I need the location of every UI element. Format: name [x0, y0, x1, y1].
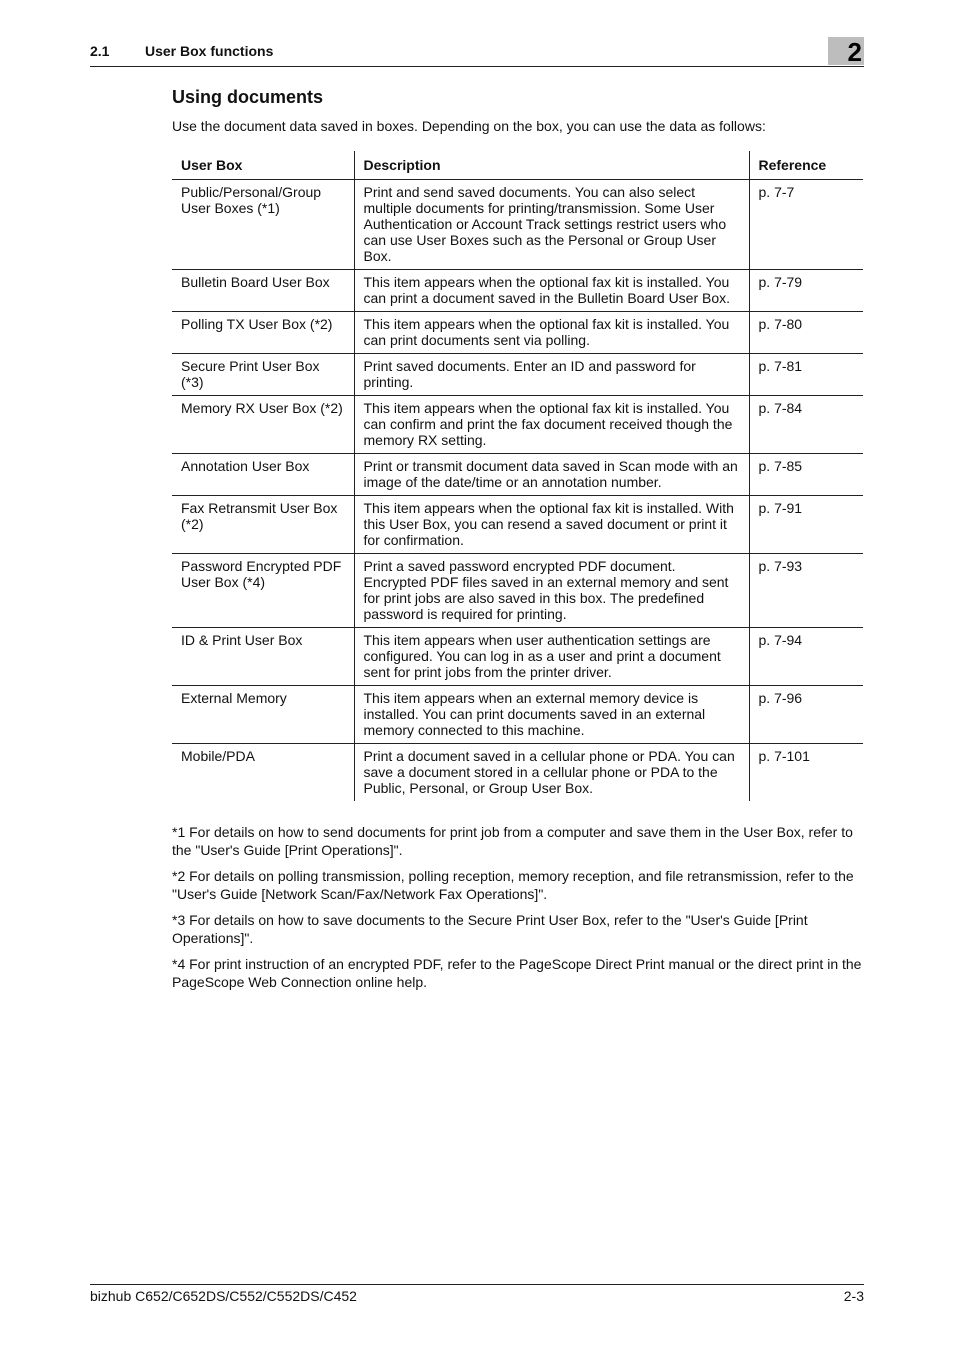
- page-title: Using documents: [172, 87, 324, 107]
- table-header-row: [172, 151, 863, 180]
- table-row: [172, 454, 863, 496]
- section-title: User Box functions: [145, 43, 274, 59]
- reference-cell: p. 7-91: [749, 496, 863, 554]
- table-row: [172, 354, 863, 396]
- column-header-user-box: User Box: [172, 151, 354, 180]
- reference-cell: p. 7-84: [749, 396, 863, 454]
- page-footer: [90, 1284, 864, 1307]
- reference-cell: p. 7-81: [749, 354, 863, 396]
- description-cell: This item appears when user authentication settings are configured. You can log in as a user and print a document sent for print jobs from the printer driver.: [354, 628, 749, 686]
- user-box-cell: Public/Personal/Group User Boxes (*1): [172, 180, 354, 270]
- user-box-cell: Bulletin Board User Box: [172, 270, 354, 312]
- table-row: [172, 744, 863, 802]
- table-row: [172, 312, 863, 354]
- reference-cell: p. 7-7: [749, 180, 863, 270]
- footnotes: [172, 823, 864, 991]
- footer-model: bizhub C652/C652DS/C552/C552DS/C452: [90, 1288, 357, 1304]
- chapter-number: 2: [847, 37, 862, 67]
- description-cell: This item appears when the optional fax kit is installed. With this User Box, you can resend a saved document or print it for confirmation.: [354, 496, 749, 554]
- description-cell: Print or transmit document data saved in Scan mode with an image of the date/time or an annotation number.: [354, 454, 749, 496]
- user-box-cell: Polling TX User Box (*2): [172, 312, 354, 354]
- user-box-cell: ID & Print User Box: [172, 628, 354, 686]
- description-cell: This item appears when the optional fax kit is installed. You can confirm and print the fax document received though the memory RX setting.: [354, 396, 749, 454]
- table-row: [172, 396, 863, 454]
- footer-page-number: 2-3: [843, 1288, 864, 1304]
- user-box-cell: Secure Print User Box (*3): [172, 354, 354, 396]
- column-header-description: Description: [354, 151, 749, 180]
- description-cell: This item appears when the optional fax kit is installed. You can print documents sent via polling.: [354, 312, 749, 354]
- table-row: [172, 180, 863, 270]
- table-row: [172, 496, 863, 554]
- footnote-2: *2 For details on polling transmission, polling reception, memory reception, and file retransmission, refer to the "User's Guide [Network Scan/Fax/Network Fax Operations]".: [172, 868, 854, 902]
- intro-text: Use the document data saved in boxes. Depending on the box, you can use the data as follows:: [172, 118, 766, 134]
- user-box-cell: Memory RX User Box (*2): [172, 396, 354, 454]
- reference-cell: p. 7-79: [749, 270, 863, 312]
- footnote-1: *1 For details on how to send documents for print job from a computer and save them in the User Box, refer to the "User's Guide [Print Operations]".: [172, 824, 853, 858]
- description-cell: Print and send saved documents. You can also select multiple documents for printing/transmission. Some User Authentication or Account Track settings restrict users who can use User Boxes such as the Personal or Group User Box.: [354, 180, 749, 270]
- main-content: [172, 86, 864, 999]
- user-box-cell: Password Encrypted PDF User Box (*4): [172, 554, 354, 628]
- user-box-cell: Annotation User Box: [172, 454, 354, 496]
- footnote-3: *3 For details on how to save documents to the Secure Print User Box, refer to the "User's Guide [Print Operations]".: [172, 912, 808, 946]
- table-row: [172, 554, 863, 628]
- description-cell: Print saved documents. Enter an ID and password for printing.: [354, 354, 749, 396]
- reference-cell: p. 7-80: [749, 312, 863, 354]
- page-header: [90, 37, 864, 67]
- table-row: [172, 628, 863, 686]
- description-cell: Print a saved password encrypted PDF document. Encrypted PDF files saved in an external memory and sent for print jobs are also saved in this box. The predefined password is required for printing.: [354, 554, 749, 628]
- section-number: 2.1: [90, 43, 110, 59]
- user-box-cell: Fax Retransmit User Box (*2): [172, 496, 354, 554]
- description-cell: This item appears when an external memory device is installed. You can print documents saved in an external memory connected to this machine.: [354, 686, 749, 744]
- reference-cell: p. 7-96: [749, 686, 863, 744]
- description-cell: This item appears when the optional fax kit is installed. You can print a document saved in the Bulletin Board User Box.: [354, 270, 749, 312]
- reference-cell: p. 7-94: [749, 628, 863, 686]
- user-box-cell: Mobile/PDA: [181, 748, 255, 764]
- footnote-4: *4 For print instruction of an encrypted PDF, refer to the PageScope Direct Print manual or the direct print in the PageScope Web Connection online help.: [172, 956, 862, 990]
- chapter-badge: [828, 37, 864, 65]
- table-row: [172, 270, 863, 312]
- description-cell: Print a document saved in a cellular phone or PDA. You can save a document stored in a cellular phone or PDA to the Public, Personal, or Group User Box.: [354, 744, 749, 802]
- table-row: [172, 686, 863, 744]
- reference-cell: p. 7-93: [749, 554, 863, 628]
- reference-cell: p. 7-101: [749, 744, 863, 802]
- reference-cell: p. 7-85: [749, 454, 863, 496]
- user-box-cell: External Memory: [172, 686, 354, 744]
- column-header-reference: Reference: [749, 151, 863, 180]
- user-box-table: [172, 151, 863, 801]
